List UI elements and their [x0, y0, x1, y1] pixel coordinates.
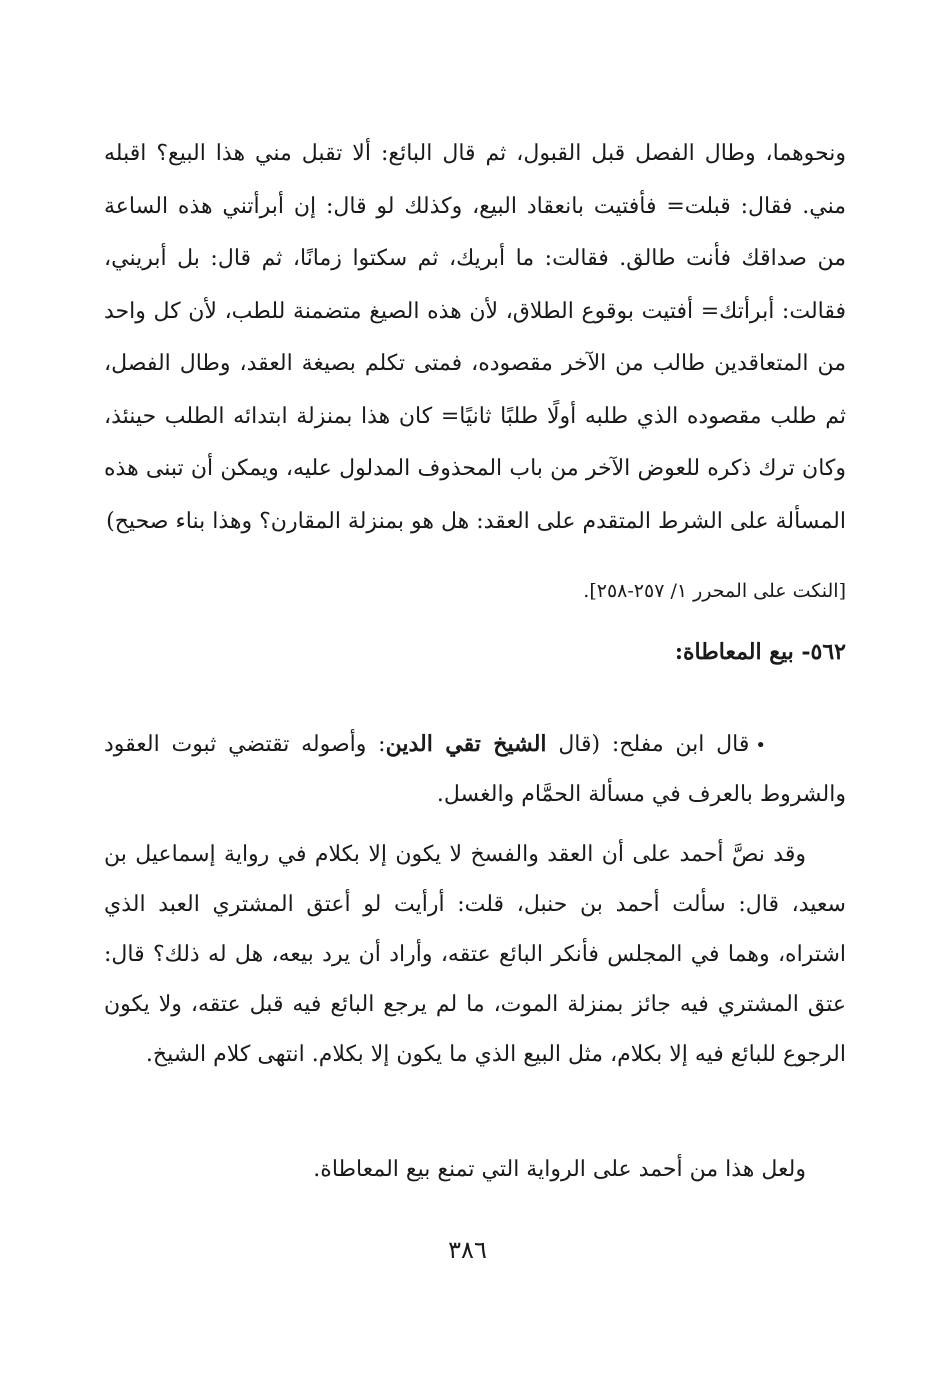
quote-suffix: : وأصوله تقتضي ثبوت العقود والشروط بالعرف في مسألة الحمَّام والغسل. — [104, 732, 846, 807]
body-paragraph-1: ونحوهما، وطال الفصل قبل القبول، ثم قال البائع: ألا تقبل مني هذا البيع؟ اقبله مني. فقال: قبلت= فأفتيت بانعقاد البيع، وكذلك لو قال: إن أبرأتني هذه الساعة من صداقك فأنت طالق. فقالت: ما أبريك، ثم سكتوا زمانًا، ثم قال: بل أبريني، فقالت: أبرأتك= أفتيت بوقوع الطلاق، لأن هذه الصيغ متضمنة للطب، لأن كل واحد من المتعاقدين طالب من الآخر مقصوده، فمتى تكلم بصيغة العقد، وطال الفصل، ثم طلب مقصوده الذي طلبه أولًا طلبًا ثانيًا= كان هذا بمنزلة ابتدائه الطلب حينئذ، وكان ترك ذكره للعوض الآخر من باب المحذوف المدلول عليه، ويمكن أن تبنى هذه المسألة على الشرط المتقدم على العقد: هل هو بمنزلة المقارن؟ وهذا بناء صحيح) — [104, 141, 846, 534]
body-paragraph-2 — [104, 720, 846, 819]
citation-reference: [النكت على المحرر ١/ ٢٥٧-٢٥٨]. — [583, 580, 846, 602]
body-paragraph-3: وقد نصَّ أحمد على أن العقد والفسخ لا يكون إلا بكلام في رواية إسماعيل بن سعيد، قال: سألت أحمد بن حنبل، قلت: أرأيت لو أعتق المشتري العبد الذي اشتراه، وهما في المجلس فأنكر البائع عتقه، وأراد أن يرد بيعه، هل له ذلك؟ قال: عتق المشتري فيه جائز بمنزلة الموت، ما لم يرجع البائع فيه قبل عتقه، ولا يكون الرجوع للبائع فيه إلا بكلام، مثل البيع الذي ما يكون إلا بكلام. انتهى كلام الشيخ. — [104, 842, 846, 1067]
quote-prefix: قال ابن مفلح: (قال — [558, 732, 750, 757]
scholar-name: الشيخ تقي الدين — [385, 731, 547, 757]
bullet-icon: • — [755, 735, 766, 756]
page-number: ٣٨٦ — [448, 1236, 487, 1264]
body-paragraph-4: ولعل هذا من أحمد على الرواية التي تمنع بيع المعاطاة. — [313, 1157, 806, 1182]
section-heading: ٥٦٢- بيع المعاطاة: — [674, 639, 846, 665]
